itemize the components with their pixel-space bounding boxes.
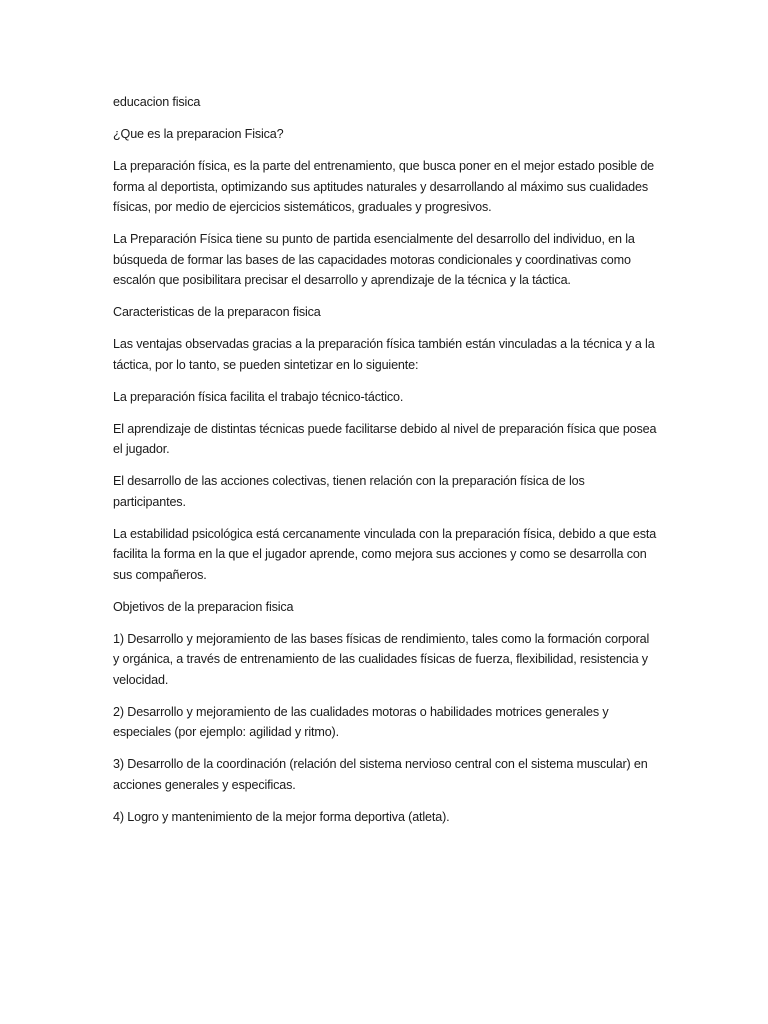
paragraph-definition: La preparación física, es la parte del entrenamiento, que busca poner en el mejor estado posible de forma al deportista, optimizando sus aptitudes naturales y desarrollando al máximo sus cualidades físicas, por medio de ejercicios sistemáticos, graduales y progresivos. <box>113 159 655 214</box>
document-page <box>113 92 658 839</box>
heading-characteristics: Caracteristicas de la preparacon fisica <box>113 305 321 319</box>
heading-question: ¿Que es la preparacion Fisica? <box>113 127 284 141</box>
paragraph-collective-actions: El desarrollo de las acciones colectivas, tienen relación con la preparación física de los participantes. <box>113 474 585 509</box>
objective-item-4: 4) Logro y mantenimiento de la mejor forma deportiva (atleta). <box>113 809 450 824</box>
paragraph-technical-tactical: La preparación física facilita el trabajo técnico-táctico. <box>113 389 404 404</box>
paragraph-psychological-stability: La estabilidad psicológica está cercanamente vinculada con la preparación física, debido a que esta facilita la forma en la que el jugador aprende, como mejora sus acciones y como se desarrolla con sus compañeros. <box>113 526 657 582</box>
heading-objectives: Objetivos de la preparacion fisica <box>113 599 294 614</box>
paragraph-advantages: Las ventajas observadas gracias a la preparación física también están vinculadas a la técnica y a la táctica, por lo tanto, se pueden sintetizar en lo siguiente: <box>113 337 655 372</box>
objective-item-2: 2) Desarrollo y mejoramiento de las cualidades motoras o habilidades motrices generales y especiales (por ejemplo: agilidad y ritmo). <box>113 704 609 739</box>
objective-item-1: 1) Desarrollo y mejoramiento de las bases físicas de rendimiento, tales como la formación corporal y orgánica, a través de entrenamiento de las cualidades físicas de fuerza, flexibilidad, resistencia y velocidad. <box>113 631 650 687</box>
paragraph-starting-point: La Preparación Física tiene su punto de partida esencialmente del desarrollo del individuo, en la búsqueda de formar las bases de las capacidades motoras condicionales y coordinativas como escalón que posibilitara precisar el desarrollo y aprendizaje de la técnica y la táctica. <box>113 232 635 287</box>
paragraph-learning: El aprendizaje de distintas técnicas puede facilitarse debido al nivel de preparación física que posea el jugador. <box>113 421 657 456</box>
document-title: educacion fisica <box>113 95 201 109</box>
objective-item-3: 3) Desarrollo de la coordinación (relación del sistema nervioso central con el sistema muscular) en acciones generales y especificas. <box>113 757 648 792</box>
